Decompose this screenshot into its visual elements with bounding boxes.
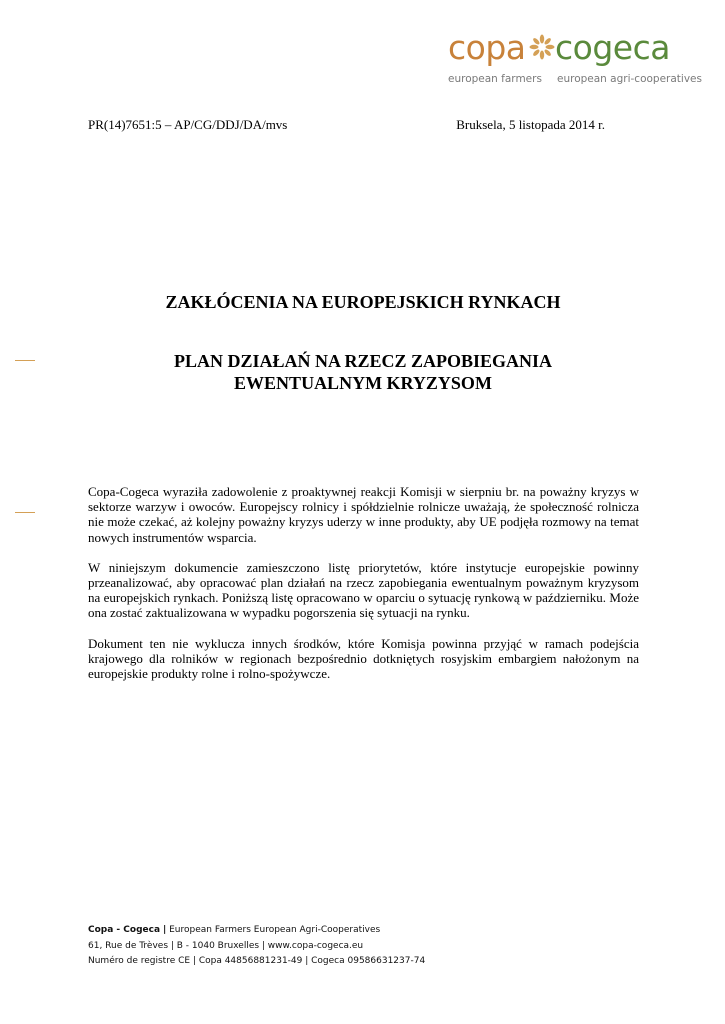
document-reference: PR(14)7651:5 – AP/CG/DDJ/DA/mvs — [88, 117, 288, 132]
footer-separator: | — [162, 925, 167, 935]
footer — [88, 923, 425, 970]
subtitle-line-1: PLAN DZIAŁAŃ NA RZECZ ZAPOBIEGANIA — [173, 351, 553, 371]
body-text — [88, 484, 639, 696]
subtitle — [88, 350, 638, 394]
logo-star-icon — [529, 34, 555, 60]
logo-cogeca-text: cogeca — [555, 28, 670, 67]
paragraph: Copa-Cogeca wyraziła zadowolenie z proaktywnej reakcji Komisji w sierpniu br. na poważny kryzys w sektorze warzyw i owoców. Europejscy rolnicy i spółdzielnie rolnicze uważają, że społeczność rolnicza nie może czekać, aż kolejny poważny kryzys uderzy w inne produkty, aby UE podjęła rozmowy na temat nowych instrumentów wsparcia. — [88, 484, 639, 545]
footer-registry: Numéro de registre CE | Copa 44856881231-49 | Cogeca 09586631237-74 — [88, 956, 426, 966]
logo-subtitle-cooperatives: european agri-cooperatives — [557, 73, 702, 85]
footer-address: 61, Rue de Trèves | B - 1040 Bruxelles | www.copa-cogeca.eu — [88, 940, 364, 951]
logo-subtitle-farmers: european farmers — [448, 73, 542, 85]
footer-line-org — [88, 923, 425, 939]
paragraph: W niniejszym dokumencie zamieszczono listę priorytetów, które instytucje europejskie powinny przeanalizować, aby opracować plan działań na rzecz zapobiegania ewentualnym poważnym kryzysom na europejskich rynkach. Poniższą listę opracowano w oparciu o sytuację rynkową w październiku. Może ona zostać zaktualizowana w wypadku pogorszenia się sytuacji na rynku. — [88, 559, 639, 621]
margin-mark — [15, 512, 35, 513]
main-title: ZAKŁÓCENIA NA EUROPEJSKICH RYNKACH — [165, 292, 561, 312]
subtitle-line-2: EWENTUALNYM KRYZYSOM — [234, 373, 492, 393]
paragraph: Dokument ten nie wyklucza innych środków, które Komisja powinna przyjąć w ramach podejścia krajowego dla rolników w regionach bezpośrednio dotkniętych rosyjskim embargiem nałożonym na europejskie produkty rolne i rolno-spożywcze. — [88, 635, 639, 682]
copa-cogeca-logo — [445, 28, 702, 92]
footer-org-description: European Farmers European Agri-Cooperatives — [169, 925, 381, 935]
footer-org-name: Copa - Cogeca — [88, 925, 161, 935]
document-date: Bruksela, 5 listopada 2014 r. — [456, 117, 605, 132]
logo-copa-text: copa — [448, 28, 526, 67]
margin-mark — [15, 360, 35, 361]
